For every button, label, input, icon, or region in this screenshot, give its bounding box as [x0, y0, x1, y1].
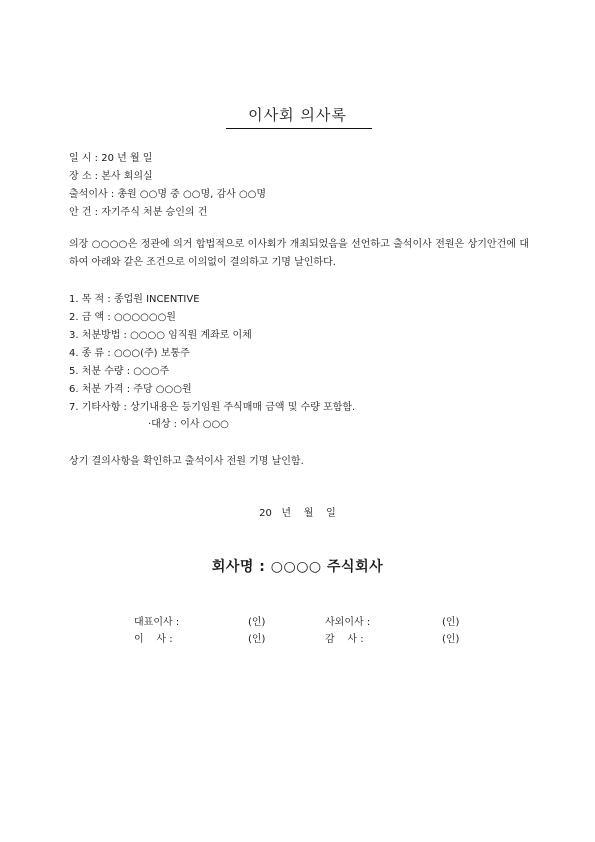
company-name: 회사명 : ○○○○ 주식회사: [211, 559, 384, 575]
outside-director-label: 사외이사 :: [325, 617, 371, 628]
document-title: 이사회 의사록: [248, 106, 347, 124]
director-label: 이 사 :: [134, 634, 173, 645]
auditor-label: 감 사 :: [325, 634, 364, 645]
item-purpose: 1. 목 적 : 종업원 INCENTIVE: [69, 294, 200, 305]
meta-agenda: 안 건 : 자기주식 처분 승인의 건: [69, 207, 208, 218]
meta-attendance: 출석이사 : 총원 ○○명 중 ○○명, 감사 ○○명: [69, 189, 267, 200]
item-target: ·대상 : 이사 ○○○: [148, 419, 229, 430]
outside-director-seal: (인): [442, 617, 460, 628]
item-stock-type: 4. 종 류 : ○○○(주) 보통주: [69, 348, 190, 359]
title-underline: [226, 128, 372, 129]
director-seal: (인): [248, 634, 266, 645]
meta-datetime: 일 시 : 20 년 월 일: [69, 153, 153, 164]
item-quantity: 5. 처분 수량 : ○○○주: [69, 366, 170, 377]
rep-director-label: 대표이사 :: [134, 617, 180, 628]
rep-director-seal: (인): [248, 617, 266, 628]
item-method: 3. 처분방법 : ○○○○ 임직원 계좌로 이체: [69, 330, 252, 341]
item-other: 7. 기타사항 : 상기내용은 등기임원 주식매매 금액 및 수량 포함함.: [69, 402, 356, 413]
signing-date: 20 년 월 일: [259, 508, 336, 519]
resolution-paragraph: 의장 ○○○○은 정관에 의거 합법적으로 이사회가 개최되었음을 선언하고 출석이사 전원은 상기안건에 대하여 아래와 같은 조건으로 이의없이 결의하고 기명 날인하다.: [69, 239, 529, 268]
item-amount: 2. 금 액 : ○○○○○○원: [69, 312, 176, 323]
item-price: 6. 처분 가격 : 주당 ○○○원: [69, 384, 192, 395]
meta-location: 장 소 : 본사 회의실: [69, 171, 153, 182]
auditor-seal: (인): [442, 634, 460, 645]
closing-statement: 상기 결의사항을 확인하고 출석이사 전원 기명 날인함.: [69, 456, 304, 467]
